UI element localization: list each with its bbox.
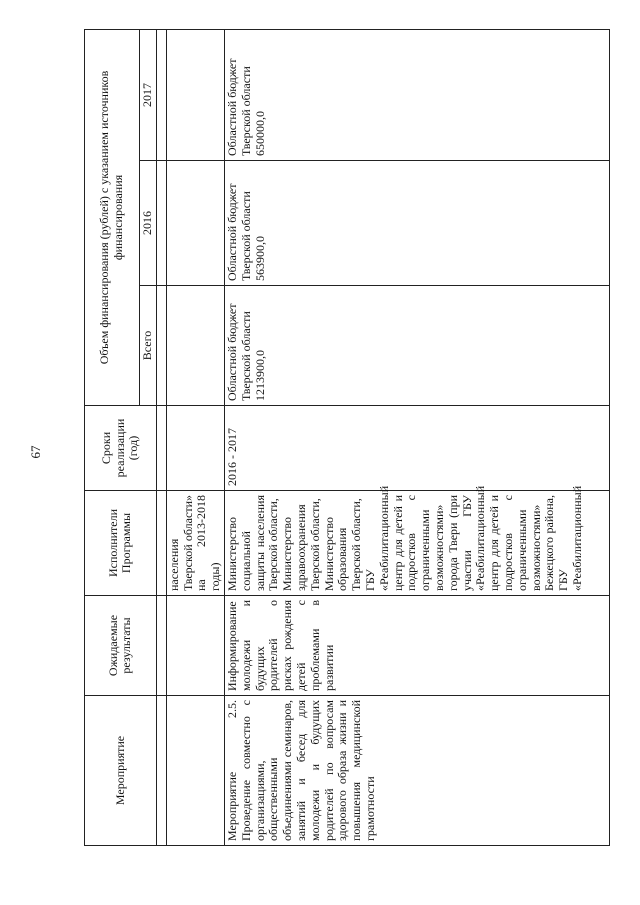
- header-measure: Мероприятие: [85, 696, 157, 846]
- continuation-executors: населения Тверской области» на 2013-2018 годы): [166, 491, 224, 596]
- subheader-2017: 2017: [140, 29, 157, 160]
- funding-2016-2-5: Областной бюджет Тверской области 563900,0: [224, 161, 609, 286]
- page-number: 67: [28, 445, 43, 459]
- subheader-2016: 2016: [140, 161, 157, 286]
- empty-cell: [166, 29, 224, 160]
- empty-cell: [156, 696, 166, 846]
- results-2-5: Информирование молодежи и будущих родителей о рисках рождения детей с проблемами в развитии: [224, 596, 609, 696]
- empty-cell: [166, 161, 224, 286]
- header-funding: Объем финансирования (рублей) с указанием источников финансирования: [85, 29, 140, 405]
- empty-cell: [156, 406, 166, 491]
- subheader-total: Всего: [140, 286, 157, 406]
- table-row: [156, 29, 166, 845]
- header-executors: Исполнители Программы: [85, 491, 157, 596]
- empty-cell: [156, 161, 166, 286]
- empty-cell: [156, 596, 166, 696]
- empty-cell: [166, 696, 224, 846]
- header-results: Ожидаемые результаты: [85, 596, 157, 696]
- program-measures-table: [84, 29, 610, 846]
- table-header-row: [85, 29, 140, 845]
- period-2-5: 2016 - 2017: [224, 406, 609, 491]
- table-row: [224, 29, 609, 845]
- funding-total-2-5: Областной бюджет Тверской области 1213900,0: [224, 286, 609, 406]
- empty-cell: [156, 286, 166, 406]
- header-period: Сроки реализации (год): [85, 406, 157, 491]
- empty-cell: [156, 29, 166, 160]
- rotated-table-container: [84, 30, 610, 846]
- table-row: [166, 29, 224, 845]
- empty-cell: [166, 596, 224, 696]
- funding-2017-2-5: Областной бюджет Тверской области 650000,0: [224, 29, 609, 160]
- empty-cell: [166, 406, 224, 491]
- executors-2-5: Министерство социальной защиты населения Тверской области, Министерство здравоохранения Тверской области, Министерство образования Тверской области, ГБУ «Реабилитационный центр для детей и подростков с ограниченными возможностями» города Твери (при участии ГБУ «Реабилитационный центр для детей и подростков с ограниченными возможностями» Бежецкого района, ГБУ «Реабилитационный: [224, 491, 609, 596]
- measure-2-5: Мероприятие 2.5. Проведение совместно с организациями, общественными объединениями семинаров, занятий и бесед для молодежи и будущих родителей по вопросам здорового образа жизни и повышения медицинской грамотности: [224, 696, 609, 846]
- empty-cell: [166, 286, 224, 406]
- empty-cell: [156, 491, 166, 596]
